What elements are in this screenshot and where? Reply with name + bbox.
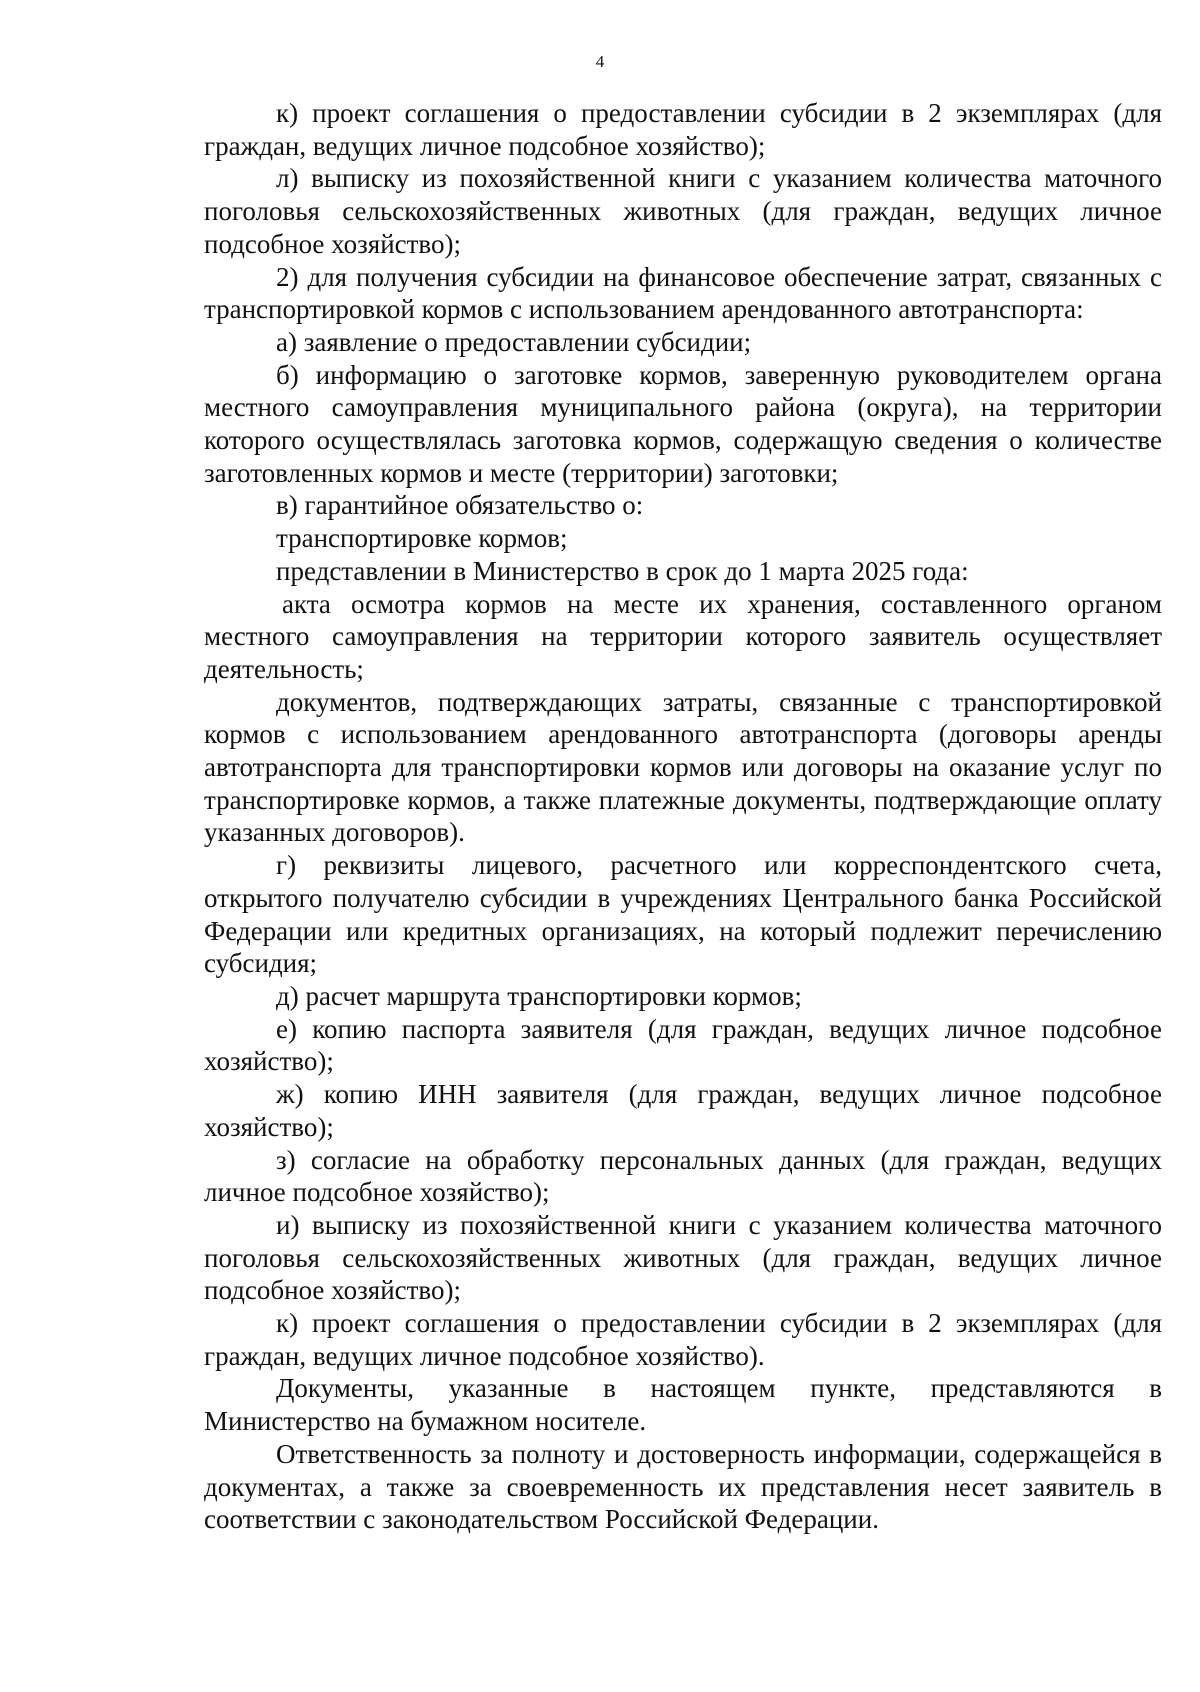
paragraph-v-guarantee: в) гарантийное обязательство о: bbox=[276, 490, 644, 521]
paragraph-g-bank-details: г) реквизиты лицевого, расчетного или корреспондентского счета, открытого получателю субсидии в учреждениях Центрального банка Российской Федерации или кредитных организациях, на который подлежит перечислению субсидия; bbox=[204, 850, 1162, 979]
paragraph-cost-documents: документов, подтверждающих затраты, связанные с транспортировкой кормов с использованием арендованного автотранспорта (договоры аренды автотранспорта для транспортировки кормов или договоры на оказание услуг по транспортировке кормов, а также платежные документы, подтверждающие оплату указанных договоров). bbox=[204, 686, 1162, 848]
paragraph-k-agreement-draft-2: к) проект соглашения о предоставлении субсидии в 2 экземплярах (для граждан, ведущих личное подсобное хозяйство). bbox=[204, 1308, 1162, 1371]
paragraph-submission-deadline: представлении в Министерство в срок до 1 марта 2025 года: bbox=[276, 555, 969, 586]
paragraph-z-data-consent: з) согласие на обработку персональных данных (для граждан, ведущих личное подсобное хозяйство); bbox=[204, 1144, 1162, 1208]
paragraph-e-passport-copy: е) копию паспорта заявителя (для граждан, ведущих личное подсобное хозяйство); bbox=[204, 1013, 1162, 1077]
paragraph-a-application: а) заявление о предоставлении субсидии; bbox=[276, 326, 752, 357]
paragraph-i-household-book-extract: и) выписку из похозяйственной книги с указанием количества маточного поголовья сельскохозяйственных животных (для граждан, ведущих личное подсобное хозяйство); bbox=[204, 1209, 1162, 1306]
paragraph-paper-submission: Документы, указанные в настоящем пункте, представляются в Министерство на бумажном носителе. bbox=[204, 1373, 1162, 1437]
page-number: 4 bbox=[595, 52, 605, 71]
paragraph-inspection-act: акта осмотра кормов на месте их хранения, составленного органом местного самоуправления на территории которого заявитель осуществляет деятельность; bbox=[204, 588, 1162, 684]
paragraph-d-route-calculation: д) расчет маршрута транспортировки кормов; bbox=[276, 980, 802, 1011]
paragraph-2-transport-subsidy: 2) для получения субсидии на финансовое обеспечение затрат, связанных с транспортировкой кормов с использованием арендованного автотранспорта: bbox=[204, 261, 1162, 325]
paragraph-zh-inn-copy: ж) копию ИНН заявителя (для граждан, ведущих личное подсобное хозяйство); bbox=[204, 1079, 1162, 1142]
document-body bbox=[204, 97, 1162, 1536]
paragraph-fodder-transport: транспортировке кормов; bbox=[276, 523, 568, 554]
paragraph-b-fodder-info: б) информацию о заготовке кормов, заверенную руководителем органа местного самоуправления муниципального района (округа), на территории которого осуществлялась заготовка кормов, содержащую сведения о количестве заготовленных кормов и месте (территории) заготовки; bbox=[204, 359, 1162, 488]
paragraph-k-agreement-draft: к) проект соглашения о предоставлении субсидии в 2 экземплярах (для граждан, ведущих личное подсобное хозяйство); bbox=[204, 98, 1162, 161]
paragraph-l-household-book-extract: л) выписку из похозяйственной книги с указанием количества маточного поголовья сельскохозяйственных животных (для граждан, ведущих личное подсобное хозяйство); bbox=[204, 163, 1162, 259]
paragraph-responsibility: Ответственность за полноту и достоверность информации, содержащейся в документах, а также за своевременность их представления несет заявитель в соответствии с законодательством Российской Федерации. bbox=[204, 1438, 1162, 1535]
